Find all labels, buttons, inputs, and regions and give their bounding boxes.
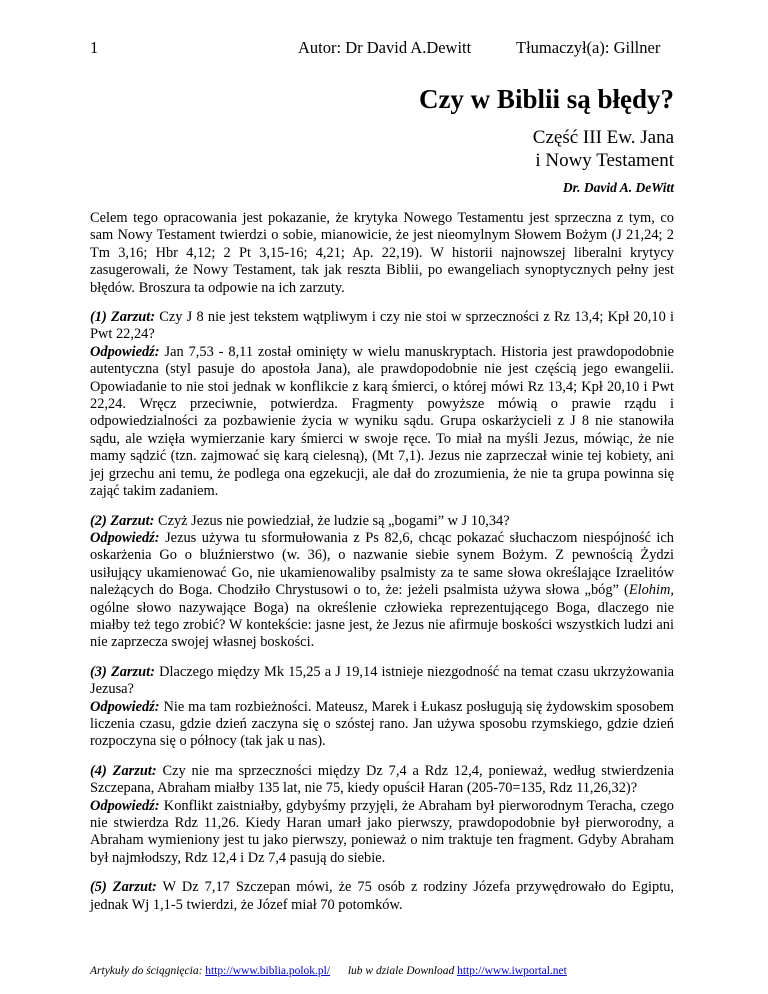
q2-number: (2) xyxy=(90,512,107,529)
q3-zarzut: Dlaczego między Mk 15,25 a J 19,14 istnieje niezgodność na temat czasu ukrzyżowania Jezusa? xyxy=(90,663,674,698)
q4-zarzut-label: Zarzut: xyxy=(112,762,157,779)
q3-odp-label: Odpowiedź: xyxy=(90,698,160,715)
q5-zarzut: W Dz 7,17 Szczepan mówi, że 75 osób z rodziny Józefa przywędrowało do Egiptu, jednak Wj 1,1-5 twierdzi, że Józef miał 70 potomków. xyxy=(90,879,674,913)
question-1 xyxy=(90,309,674,500)
subtitle-line-1: Część III Ew. Jana xyxy=(532,127,674,148)
page-number: 1 xyxy=(90,38,99,57)
footer-left-text: Artykuły do ściągnięcia: xyxy=(90,965,203,977)
q1-zarzut-label: Zarzut: xyxy=(111,309,155,326)
header-author: Autor: Dr David A.Dewitt xyxy=(298,38,472,57)
q5-zarzut-label: Zarzut: xyxy=(112,879,157,896)
q3-odp: Nie ma tam rozbieżności. Mateusz, Marek i Łukasz posługują się żydowskim sposobem liczenia czasu, gdzie dzień zaczyna się o szóstej rano. Jan używa sposobu rzymskiego, gdzie dzień rozpoczyna się o północy (tak jak u nas). xyxy=(90,698,674,750)
footer-right-text: lub w dziale Download xyxy=(347,965,455,977)
q1-zarzut: Czy J 8 nie jest tekstem wątpliwym i czy nie stoi w sprzeczności z Rz 13,4; Kpł 20,10 i Pwt 22,24? xyxy=(90,309,675,343)
q2-zarzut: Czyż Jezus nie powiedział, że ludzie są „bogami” w J 10,34? xyxy=(157,512,510,529)
q3-zarzut-label: Zarzut: xyxy=(110,663,155,680)
question-2 xyxy=(90,513,674,652)
q2-zarzut-label: Zarzut: xyxy=(110,512,155,529)
q4-odp-label: Odpowiedź: xyxy=(90,797,160,814)
header-translator: Tłumaczył(a): Gillner xyxy=(516,38,661,57)
q1-number: (1) xyxy=(90,309,107,326)
q4-odp: Konflikt zaistniałby, gdybyśmy przyjęli, że Abraham był pierworodnym Teracha, czego nie stwierdza Rdz 11,26. Kiedy Haran umarł jako pierwszy, prawdopodobnie był pierworodny, a Abraham wymieniony jest tu jako pierwszy, ponieważ o nim traktuje ten fragment. Gdyby Abraham był najmłodszy, Rdz 12,4 i Dz 7,4 pasują do siebie. xyxy=(90,797,674,866)
q3-number: (3) xyxy=(90,663,107,680)
document-body xyxy=(90,210,674,926)
q5-number: (5) xyxy=(90,879,107,896)
q2-odp-a: Jezus używa tu sformułowania z Ps 82,6, chcąc pokazać słuchaczom niespójność ich oskarżenia Go o bluźnierstwo (w. 36), o nazwanie siebie synem Bożym. Z pewnością Żydzi usiłujący ukamienować Go, nie ukamienowaliby psalmisty za te same słowa określające Izraelitów należących do Boga. Chodziło Chrystusowi o to, że: jeżeli psalmista używa słowa „bóg” ( xyxy=(90,529,674,599)
q4-number: (4) xyxy=(90,762,107,779)
question-4 xyxy=(90,763,674,867)
byline: Dr. David A. DeWitt xyxy=(562,180,674,195)
q2-odp-label: Odpowiedź: xyxy=(90,529,160,546)
question-5 xyxy=(90,879,674,914)
document-subtitle xyxy=(533,126,674,172)
document-title: Czy w Biblii są błędy? xyxy=(418,84,674,114)
intro-paragraph: Celem tego opracowania jest pokazanie, że krytyka Nowego Testamentu jest sprzeczna z tym, co sam Nowy Testament twierdzi o sobie, mianowicie, że jest nieomylnym Słowem Bożym (J 21,24; 2 Tm 3,16; Hbr 4,12; 2 Pt 3,15-16; 4,21; Ap. 22,19). W historii najnowszej liberalni krytycy zasugerowali, że Nowy Testament, tak jak reszta Biblii, po ewangeliach synoptycznych pełny jest błędów. Broszura ta odpowie na ich zarzuty. xyxy=(90,210,674,296)
subtitle-line-2: i Nowy Testament xyxy=(535,150,674,171)
question-3 xyxy=(90,664,674,751)
q1-odp: Jan 7,53 - 8,11 został ominięty w wielu manuskryptach. Historia jest prawdopodobnie autentyczna (styl pasuje do apostoła Jana), ale prawdopodobnie nie jest częścią jego ewangelii. Opowiadanie to nie stoi jednak w konflikcie z karą śmierci, o której mówi Rz 13,4; Kpł 20,10 i Pwt 22,24. Wręcz przeciwnie, potwierdza. Fragmenty powyższe mówią o prawie rządu i odpowiedzialności za pozbawienie życia w wyniku sądu. Grupa oskarżycieli z J 8 nie stanowiła sądu, ale wzięła wymierzanie kary śmierci w swoje ręce. To miał na myśli Jezus, mówiąc, że nie mamy sądzić (tzn. zajmować się karą cielesną), (Mt 7,1). Jezus nie zaprzeczał winie tej kobiety, ani jej grzechu ani temu, że podlega ona egzekucji, ale dał do zrozumienia, że nie ta grupa powinna się zająć takim zadaniem. xyxy=(90,343,674,500)
footer-link-biblia[interactable]: http://www.biblia.polok.pl/ xyxy=(205,965,331,977)
page-footer xyxy=(90,965,690,977)
q1-odp-label: Odpowiedź: xyxy=(90,343,160,360)
q4-zarzut: Czy nie ma sprzeczności między Dz 7,4 a Rdz 12,4, ponieważ, według stwierdzenia Szczepana, Abraham miałby 135 lat, nie 75, kiedy opuścił Haran (205-70=135, Rdz 11,26,32)? xyxy=(90,762,674,797)
q2-odp-b: ogólne słowo nazywające Boga) na określenie człowieka reprezentującego Boga, dlaczego nie miałby też tego zrobić? W kontekście: jasne jest, że Jezus nie afirmuje boskości wszystkich ludzi ani nie zaprzecza swojej własnej boskości. xyxy=(90,599,674,651)
q2-odp-italic: Elohim, xyxy=(628,582,674,599)
footer-link-iwportal[interactable]: http://www.iwportal.net xyxy=(457,965,567,977)
